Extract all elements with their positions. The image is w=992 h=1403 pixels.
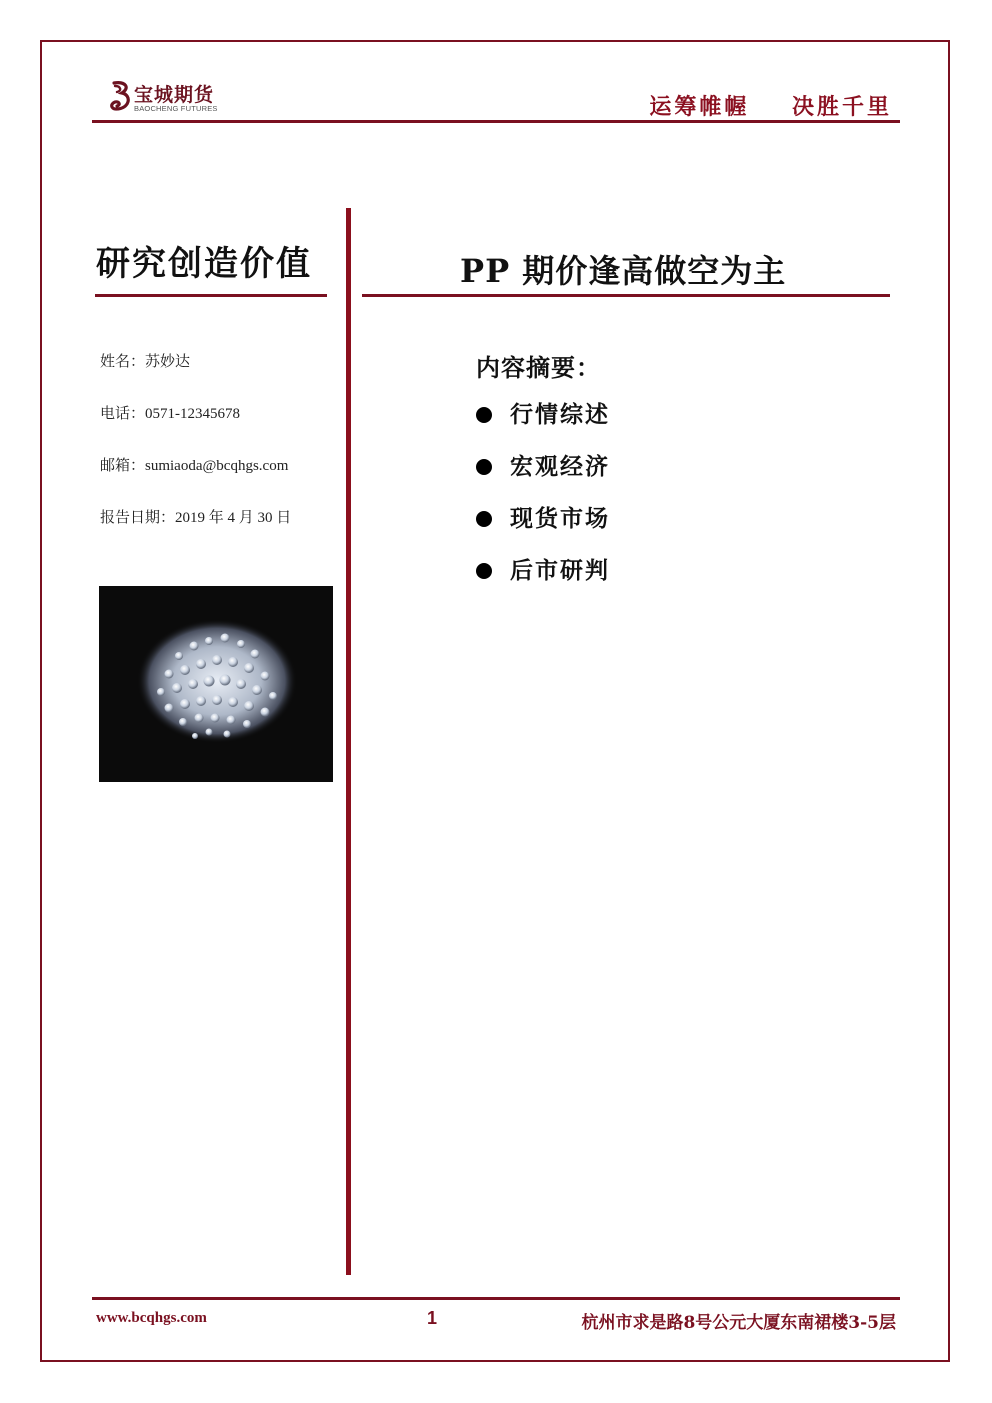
report-date: 报告日期：2019 年 4 月 30 日 <box>100 510 292 526</box>
logo-mark-icon <box>108 80 134 112</box>
page-number: 1 <box>427 1308 438 1328</box>
left-heading: 研究创造价值 <box>96 244 312 284</box>
abstract-item-label: 宏观经济 <box>510 453 610 480</box>
analyst-phone: 电话：0571-12345678 <box>100 406 240 422</box>
footer-divider <box>92 1297 900 1300</box>
report-title: PP 期价逢高做空为主 <box>460 252 787 290</box>
company-logo <box>108 78 238 118</box>
bullet-icon <box>476 563 492 579</box>
bullet-icon <box>476 407 492 423</box>
analyst-name: 姓名：苏妙达 <box>100 354 191 370</box>
header-slogan: 运筹帷幄 决胜千里 <box>649 94 892 120</box>
column-divider <box>346 208 351 1275</box>
logo-text-en: BAOCHENG FUTURES <box>134 104 218 113</box>
footer-address: 杭州市求是路8号公元大厦东南裙楼3-5层 <box>581 1313 896 1333</box>
abstract-heading: 内容摘要： <box>476 353 601 382</box>
analyst-email: 邮箱：sumiaoda@bcqhgs.com <box>100 458 289 474</box>
abstract-item-label: 行情综述 <box>510 401 610 428</box>
abstract-item-label: 后市研判 <box>510 557 610 584</box>
bullet-icon <box>476 511 492 527</box>
abstract-item-label: 现货市场 <box>510 505 610 532</box>
footer-website-link[interactable]: www.bcqhgs.com <box>96 1310 207 1326</box>
logo-text-cn: 宝城期货 <box>134 84 215 106</box>
header-divider <box>92 120 900 123</box>
left-heading-underline <box>95 294 327 297</box>
report-title-underline <box>362 294 890 297</box>
pellets-image <box>99 586 333 782</box>
pp-pellets-photo <box>99 586 333 782</box>
bullet-icon <box>476 459 492 475</box>
